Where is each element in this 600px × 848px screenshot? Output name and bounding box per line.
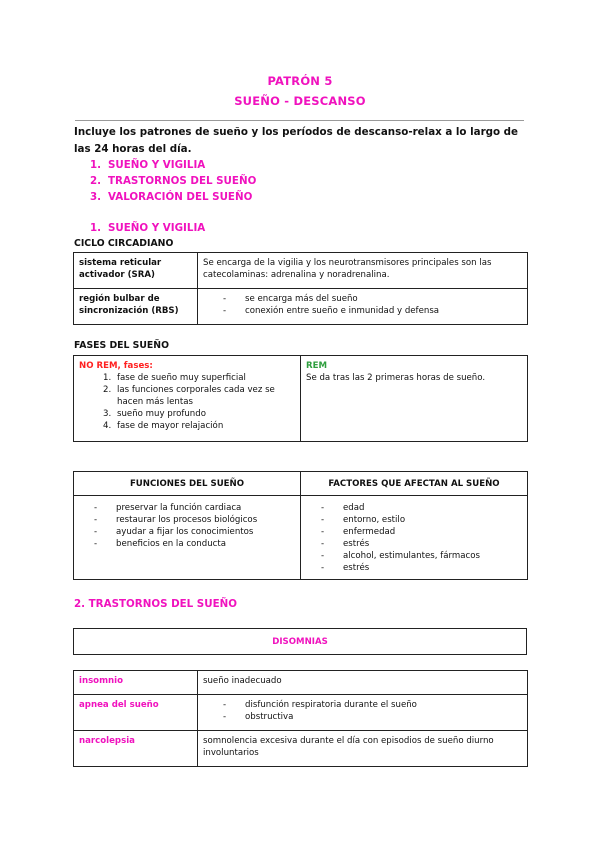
table-row: [74, 472, 528, 496]
rbs-bullets: [203, 293, 522, 317]
factores-heading: FACTORES QUE AFECTAN AL SUEÑO: [301, 472, 528, 496]
list-item: - entorno, estilo: [301, 514, 527, 526]
list-item: - edad: [301, 502, 527, 514]
fases-table: [73, 355, 528, 442]
ciclo-circadiano-title: CICLO CIRCADIANO: [74, 238, 174, 249]
list-item: 2. las funciones corporales cada vez se hacen más lentas: [103, 385, 275, 407]
section2-heading: 2. TRASTORNOS DEL SUEÑO: [74, 598, 237, 610]
list-item: - preservar la función cardiaca: [74, 502, 300, 514]
table-row: [74, 289, 528, 325]
table-row: [74, 731, 528, 767]
table-row: [74, 629, 527, 655]
page-title-line1: PATRÓN 5: [267, 74, 333, 88]
table-row: [74, 356, 528, 442]
list-item: 1. fase de sueño muy superficial: [103, 373, 246, 383]
disomnias-heading: DISOMNIAS: [74, 629, 527, 655]
list-item: - se encarga más del sueño: [203, 293, 522, 305]
table-row: [74, 671, 528, 695]
index-item: 1. SUEÑO Y VIGILIA: [90, 159, 206, 171]
index-item: 2. TRASTORNOS DEL SUEÑO: [90, 175, 257, 187]
rem-text: Se da tras las 2 primeras horas de sueño.: [306, 373, 486, 383]
term-sra: sistema reticular activador (SRA): [74, 253, 198, 289]
list-item: - alcohol, estimulantes, fármacos: [301, 550, 527, 562]
intro-text: Incluye los patrones de sueño y los períodos de descanso-relax a lo largo de las 24 horas del día.: [74, 126, 519, 155]
section1-heading: 1. SUEÑO Y VIGILIA: [90, 222, 206, 234]
title-divider: [75, 120, 524, 121]
nrem-list: [79, 372, 295, 432]
list-item: - restaurar los procesos biológicos: [74, 514, 300, 526]
table-row: [74, 253, 528, 289]
rem-cell: [301, 356, 528, 442]
funciones-list: [74, 502, 300, 550]
funciones-heading: FUNCIONES DEL SUEÑO: [74, 472, 301, 496]
ciclo-circadiano-table: [73, 252, 528, 325]
list-item: - conexión entre sueño e inmunidad y defensa: [203, 305, 522, 317]
disomnias-table: [73, 670, 528, 767]
factores-list: [301, 502, 527, 574]
desc-insomnio: sueño inadecuado: [198, 671, 528, 695]
table-row: [74, 496, 528, 580]
list-item: - disfunción respiratoria durante el sueño: [203, 699, 522, 711]
list-item: 3. sueño muy profundo: [103, 409, 206, 419]
list-item: - ayudar a fijar los conocimientos: [74, 526, 300, 538]
desc-narcolepsia: somnolencia excesiva durante el día con episodios de sueño diurno involuntarios: [198, 731, 528, 767]
list-item: - obstructiva: [203, 711, 522, 723]
rem-heading: REM: [306, 361, 328, 371]
desc-rbs: [198, 289, 528, 325]
apnea-bullets: [203, 699, 522, 723]
term-rbs: región bulbar de sincronización (RBS): [74, 289, 198, 325]
term-apnea: apnea del sueño: [74, 695, 198, 731]
index-list: [90, 157, 256, 205]
nrem-heading: NO REM, fases:: [79, 361, 153, 371]
funciones-factores-table: [73, 471, 528, 580]
term-narcolepsia: narcolepsia: [74, 731, 198, 767]
desc-apnea: [198, 695, 528, 731]
page-title-line2: SUEÑO - DESCANSO: [234, 94, 366, 108]
list-item: - estrés: [301, 538, 527, 550]
term-insomnio: insomnio: [74, 671, 198, 695]
nrem-cell: [74, 356, 301, 442]
table-row: [74, 695, 528, 731]
list-item: 4. fase de mayor relajación: [103, 421, 224, 431]
disomnias-header-table: [73, 628, 527, 655]
fases-title: FASES DEL SUEÑO: [74, 340, 169, 351]
list-item: - estrés: [301, 562, 527, 574]
index-item: 3. VALORACIÓN DEL SUEÑO: [90, 191, 253, 203]
list-item: - beneficios en la conducta: [74, 538, 300, 550]
desc-sra: Se encarga de la vigilia y los neurotransmisores principales son las catecolaminas: adrenalina y noradrenalina.: [198, 253, 528, 289]
funciones-cell: [74, 496, 301, 580]
list-item: - enfermedad: [301, 526, 527, 538]
factores-cell: [301, 496, 528, 580]
